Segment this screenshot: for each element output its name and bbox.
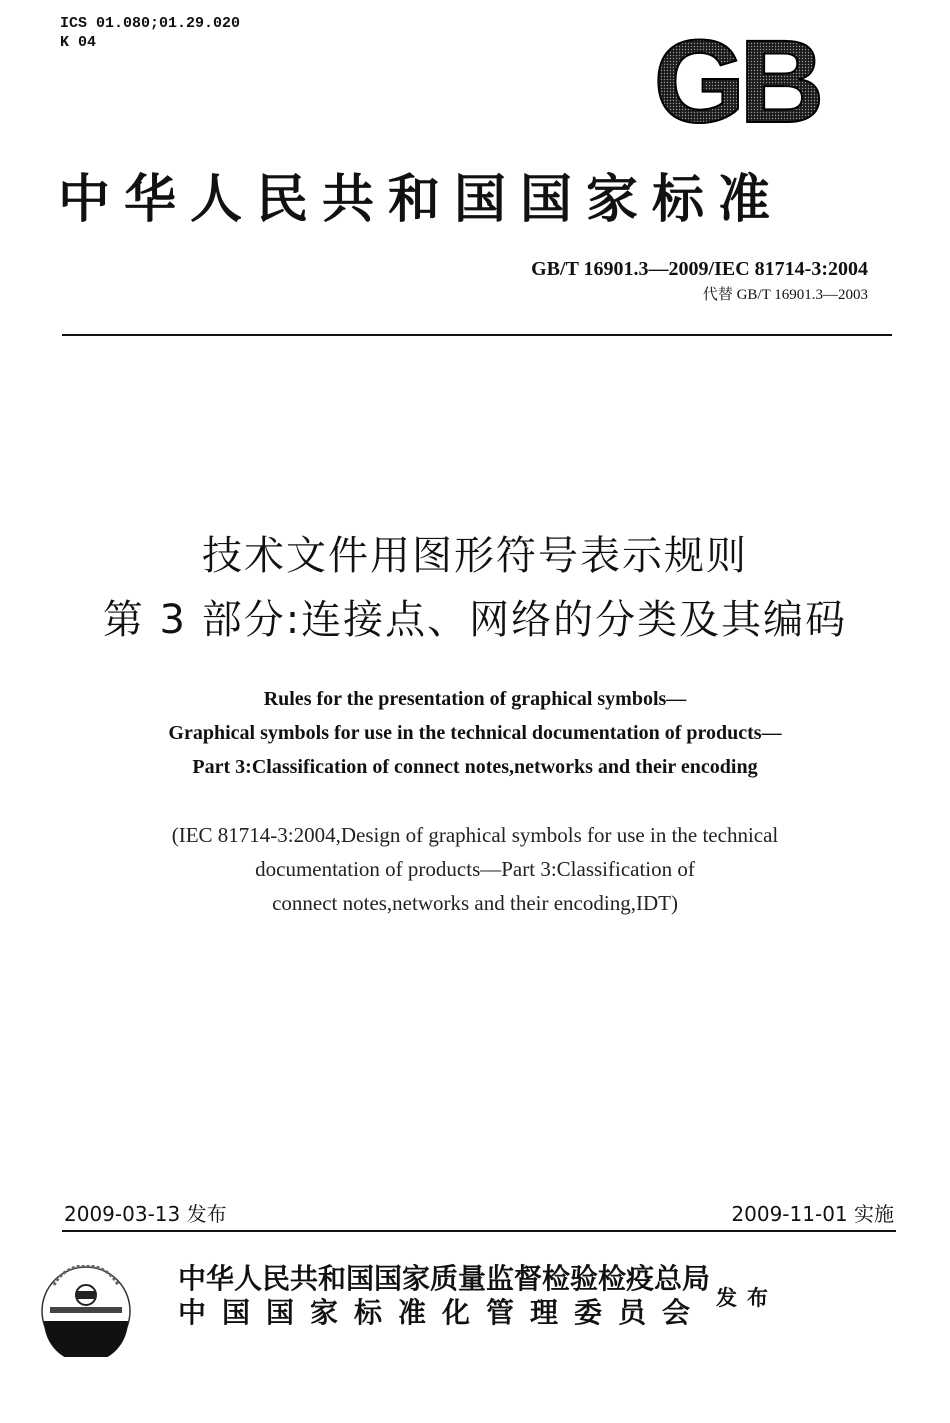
top-divider [62,334,892,336]
gb-logo-text: GB [653,30,819,134]
ics-classification [60,14,240,52]
bottom-divider [62,1230,896,1232]
standard-code: GB/T 16901.3—2009/IEC 81714-3:2004 [531,258,868,280]
title-cn-line-2: 第 3 部分:连接点、网络的分类及其编码 [102,597,848,643]
gb-logo-icon [636,30,836,134]
national-standard-title: 中华人民共和国国家标准 [58,169,785,230]
title-en-line-1: Rules for the presentation of graphical symbols— [263,688,687,710]
title-en-line-2: Graphical symbols for use in the technical documentation of products— [168,722,782,744]
title-en-line-3: Part 3:Classification of connect notes,networks and their encoding [192,756,758,778]
iec-reference-line-3: connect notes,networks and their encoding,IDT) [272,891,678,915]
issuer-line-2: 中国国家标准化管理委员会 [178,1296,707,1329]
issue-date: 2009-03-13 发布 [64,1202,227,1226]
k-line: K 04 [60,34,97,51]
ics-line: ICS 01.080;01.29.020 [60,15,241,32]
replaces-standard: 代替 GB/T 16901.3—2003 [702,287,868,303]
iec-reference-line-1: (IEC 81714-3:2004,Design of graphical symbols for use in the technical [171,823,779,847]
publisher-seal-icon [40,1265,132,1357]
implementation-date: 2009-11-01 实施 [731,1202,894,1226]
title-cn-line-1: 技术文件用图形符号表示规则 [202,533,748,579]
publish-label: 发布 [716,1286,778,1310]
issuer-line-1: 中华人民共和国国家质量监督检验检疫总局 [178,1262,711,1295]
iec-reference-line-2: documentation of products—Part 3:Classification of [255,857,695,881]
